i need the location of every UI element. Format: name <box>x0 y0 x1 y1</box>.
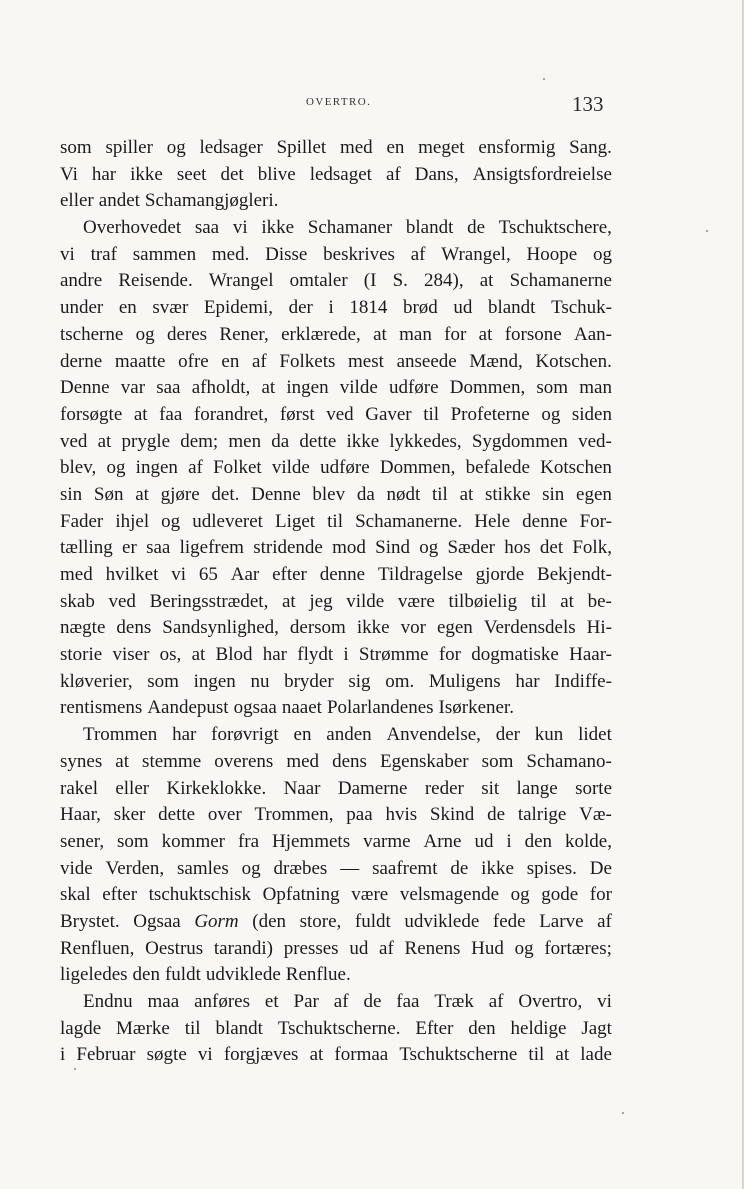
text-line: derne maatte ofre en af Folkets mest anseede Mænd, Kotschen. <box>60 350 612 372</box>
text-line: vide Verden, samles og dræbes — saafremt de ikke spises. De <box>60 857 612 879</box>
text-line: lagde Mærke til blandt Tschuktscherne. Efter den heldige Jagt <box>60 1017 612 1039</box>
text-line: ligeledes den fuldt udviklede Renflue. <box>60 964 351 986</box>
text-line: Overhovedet saa vi ikke Schamaner blandt de Tschuktschere, <box>83 217 612 239</box>
text-line: Renfluen, Oestrus tarandi) presses ud af Renens Hud og fortæres; <box>60 937 612 959</box>
text-line: storie viser os, at Blod har flydt i Strømme for dogmatiske Haar- <box>60 644 612 666</box>
page-number: 133 <box>572 92 604 116</box>
text-line: Fader ihjel og udleveret Liget til Schamanerne. Hele denne For- <box>60 510 612 532</box>
text-line: sin Søn at gjøre det. Denne blev da nødt til at stikke sin egen <box>60 483 612 505</box>
text-line: rakel eller Kirkeklokke. Naar Damerne reder sit lange sorte <box>60 777 612 799</box>
text-line: som spiller og ledsager Spillet med en meget ensformig Sang. <box>60 137 612 158</box>
text-line: skab ved Beringsstrædet, at jeg vilde være tilbøielig til at be- <box>60 590 612 612</box>
text-line: Brystet. Ogsaa Gorm (den store, fuldt udviklede fede Larve af <box>60 910 612 932</box>
text-line: sener, som kommer fra Hjemmets varme Arne ud i den kolde, <box>60 830 612 852</box>
text-line: med hvilket vi 65 Aar efter denne Tildragelse gjorde Bekjendt- <box>60 564 612 585</box>
text-line: synes at stemme overens med dens Egenskaber som Schamano- <box>60 750 612 772</box>
text-line: ved at prygle dem; men da dette ikke lykkedes, Sygdommen ved- <box>60 430 612 452</box>
text-line: nægte dens Sandsynlighed, dersom ikke vor egen Verdensdels Hi- <box>60 617 612 639</box>
text-line: andre Reisende. Wrangel omtaler (I S. 284), at Schamanerne <box>60 270 612 292</box>
text-line: tscherne og deres Rener, erklærede, at man for at forsone Aan- <box>60 323 612 345</box>
body-text <box>60 135 612 1069</box>
paper-speck <box>543 78 545 80</box>
text-line: tælling er saa ligefrem stridende mod Sind og Sæder hos det Folk, <box>60 537 612 559</box>
running-header <box>0 92 742 120</box>
text-line: Vi har ikke seet det blive ledsaget af Dans, Ansigtsfordreielse <box>60 163 612 185</box>
text-line: Trommen har forøvrigt en anden Anvendelse, der kun lidet <box>83 724 612 746</box>
text-line: eller andet Schamangjøgleri. <box>60 190 279 212</box>
paper-speck <box>74 1068 76 1070</box>
text-line: Haar, sker dette over Trommen, paa hvis Skind de talrige Væ- <box>60 804 612 826</box>
running-title: OVERTRO. <box>306 96 372 108</box>
text-line: Endnu maa anføres et Par af de faa Træk af Overtro, vi <box>83 991 612 1012</box>
text-line: rentismens Aandepust ogsaa naaet Polarlandenes Isørkener. <box>60 697 514 719</box>
text-line: under en svær Epidemi, der i 1814 brød ud blandt Tschuk- <box>60 297 612 319</box>
text-line: kløverier, som ingen nu bryder sig om. Muligens har Indiffe- <box>60 670 612 692</box>
text-line: skal efter tschuktschisk Opfatning være velsmagende og gode for <box>60 884 612 906</box>
text-line: blev, og ingen af Folket vilde udføre Dommen, befalede Kotschen <box>60 457 612 479</box>
paper-speck <box>622 1112 624 1114</box>
text-line: Denne var saa afholdt, at ingen vilde udføre Dommen, som man <box>60 377 612 399</box>
paper-speck <box>706 230 708 232</box>
text-line: forsøgte at faa forandret, først ved Gaver til Profeterne og siden <box>60 403 612 425</box>
text-line: i Februar søgte vi forgjæves at formaa Tschuktscherne til at lade <box>60 1044 612 1066</box>
text-line: vi traf sammen med. Disse beskrives af Wrangel, Hoope og <box>60 243 612 265</box>
